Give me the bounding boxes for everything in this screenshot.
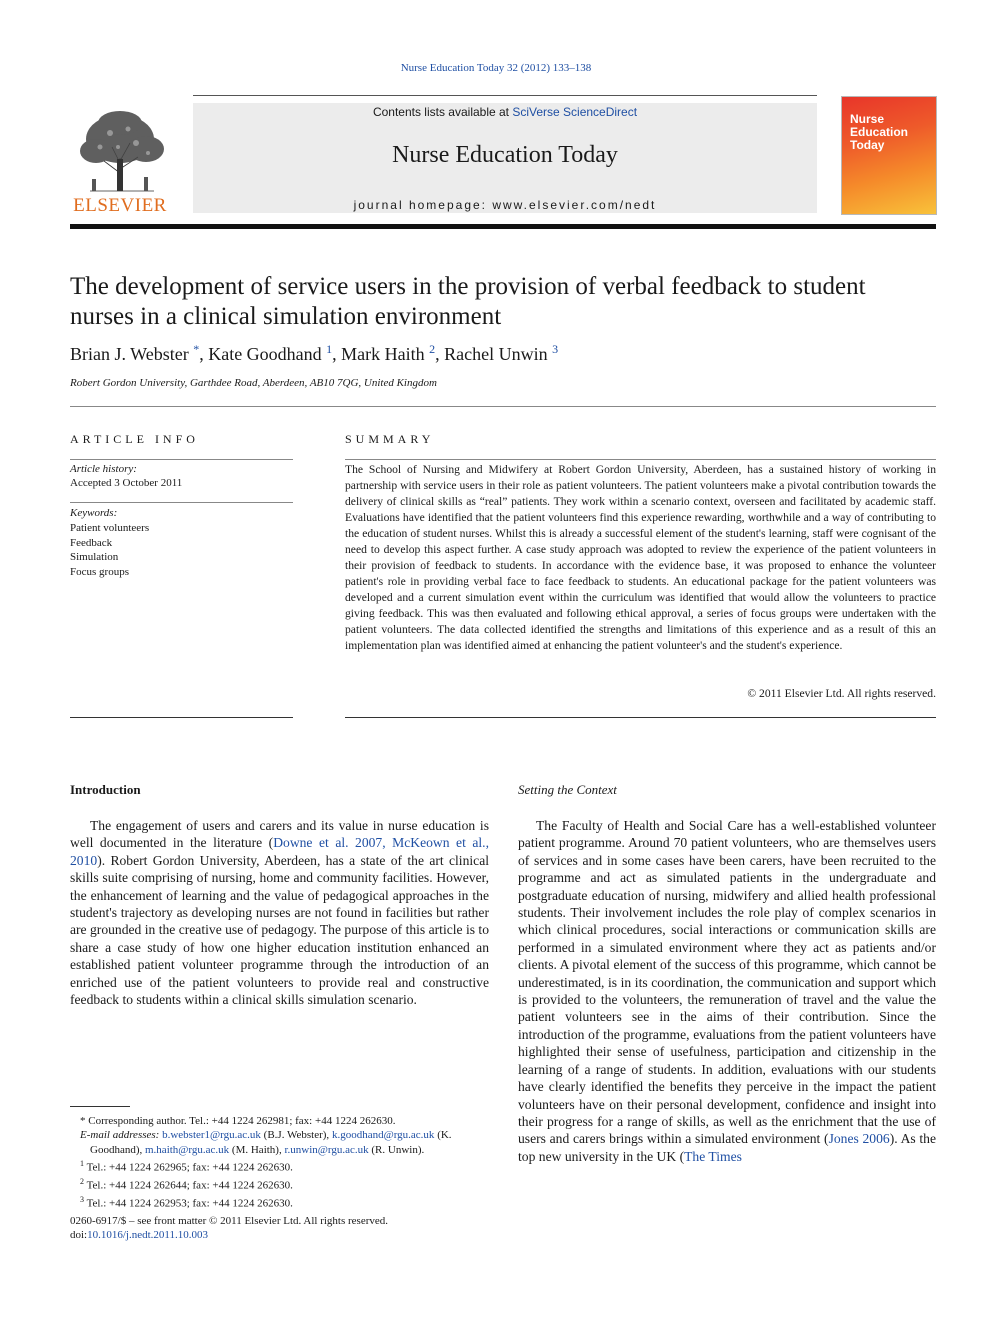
email-owner: (M. Haith), — [229, 1143, 285, 1156]
contents-line — [193, 105, 817, 119]
email-owner: (B.J. Webster), — [260, 1129, 332, 1142]
footnote-mark: 3 — [80, 1194, 84, 1204]
summary-text: The School of Nursing and Midwifery at Robert Gordon University, Aberdeen, has a sustained history of working in partnership with service users in their role as patient volunteers. The patient volunteers make a pivotal contribution towards the delivery of clinical skills as “real” patients. They work within a scenario context, overseen and facilitated by academic staff. Evaluations have identified that the patient volunteers find this experience rewarding, worthwhile and a way of contributing to the education of student nurses. Whilst this is already a successful element of the student's learning, staff were cognisant of the need to develop this aspect further. A case study approach was adopted to review the experience of the patient volunteers in their provision of feedback to students. In accordance with the evidence base, it was proposed to enhance the volunteer patient's role in providing verbal face to face feedback to students. An educational package for the patient volunteers was developed and a current simulation event within the curriculum was identified that would allow the volunteers to practice giving feedback. This was then evaluated and following ethical approval, a series of focus groups were undertaken with the patient volunteers. The data collected identified the strengths and limitations of this experience and as a result of this an implementation plan was identified aimed at enhancing the patient volunteer's and the student's experience. — [345, 463, 936, 652]
footnote-text: Tel.: +44 1224 262644; fax: +44 1224 262630. — [86, 1179, 293, 1192]
history-label: Article history: — [70, 463, 137, 475]
journal-homepage[interactable]: journal homepage: www.elsevier.com/nedt — [353, 198, 657, 212]
keyword: Simulation — [70, 551, 119, 563]
email-link[interactable]: r.unwin@rgu.ac.uk — [284, 1143, 369, 1156]
footnote — [70, 1193, 489, 1211]
elsevier-wordmark: ELSEVIER — [73, 195, 167, 216]
summary-heading: SUMMARY — [345, 432, 435, 446]
email-owner: (K. Goodhand), — [90, 1129, 452, 1156]
author-name[interactable]: Rachel Unwin — [444, 344, 548, 364]
introduction-heading: Introduction — [70, 782, 141, 797]
article-title: The development of service users in the provision of verbal feedback to student nurses in a clinical simulation environment — [70, 273, 866, 330]
divider — [70, 717, 293, 718]
journal-reference[interactable]: Nurse Education Today 32 (2012) 133–138 — [400, 62, 592, 74]
footnote-mark: * — [80, 1115, 86, 1127]
citation-link[interactable]: The Times — [684, 1148, 742, 1164]
journal-name: Nurse Education Today — [392, 142, 618, 168]
footnote-mark: 2 — [80, 1176, 84, 1186]
author-name[interactable]: Mark Haith — [341, 344, 425, 364]
citation-link[interactable]: Downe et al. 2007, McKeown et al., 2010 — [70, 835, 489, 868]
footnote-text: Tel.: +44 1224 262965; fax: +44 1224 262630. — [86, 1161, 293, 1174]
author-mark[interactable]: 1 — [326, 342, 333, 356]
header-top-rule — [193, 95, 817, 96]
doi-line — [70, 1228, 489, 1242]
author-list: Brian J. Webster *, Kate Goodhand $^1$, Mark Haith $^2$, Rachel Unwin $^3$ — [70, 342, 559, 364]
introduction-paragraph — [70, 817, 489, 1008]
author-mark[interactable]: 3 — [552, 342, 559, 356]
divider — [70, 502, 293, 503]
issn-line: 0260-6917/$ – see front matter © 2011 Elsevier Ltd. All rights reserved. — [70, 1215, 389, 1227]
text-run: The Faculty of Health and Social Care has a well-established volunteer patient programme. Around 70 patient volunteers, who are themselves users of services and in some cases have been carers, have been recruited to the programme and act as simulated patients in the undergraduate and postgraduate education of nursing, midwifery and allied health professional students. Their involvement includes the role play of complex scenarios in which clinical procedures, social interactions or communication skills are performed in a simulated environment where they act as patients and/or clients. A pivotal element of the success of this programme, which cannot be underestimated, is in its coordination, the communication and support which is provided to the volunteers, the remuneration of travel and the value the patient volunteers see in the aims of their contribution. Since the introduction of the programme, evaluations from the patient volunteers have highlighted their sense of usefulness, participation and citizenship in the learning of a range of students. In addition, evaluations with our students have clearly identified the benefits they perceive in the impact the patient volunteers have on their personal development, confidence and insight into their progress for a range of skills, as well as the enrichment that the use of users and carers brings within a simulated environment ( — [518, 818, 936, 1147]
front-matter — [70, 1214, 489, 1243]
footnote-text: Tel.: +44 1224 262953; fax: +44 1224 262630. — [86, 1197, 293, 1210]
email-note — [70, 1128, 489, 1157]
keywords-list — [70, 521, 149, 579]
history-value: Accepted 3 October 2011 — [70, 477, 183, 489]
header-thick-rule — [70, 224, 936, 229]
author-mark[interactable]: * — [193, 342, 200, 356]
corresponding-author-note — [70, 1114, 489, 1128]
citation-link[interactable]: Jones 2006 — [828, 1131, 890, 1147]
text-run: ). Robert Gordon University, Aberdeen, has a state of the art clinical skills suite comprising of nursing, home and community facilities. However, the enhancement of learning and the value of pedagogical approaches in the student's trajectory as developing nurses are not found in facilities but rather are grounded in the creative use of pedagogy. The purpose of this article is to share a case study of how one higher education institution enhanced an established patient volunteer programme through the introduction of an enriched use of the patient volunteers to provide real and constructive feedback to students within a clinical skills simulation scenario. — [70, 852, 490, 1008]
footnote-rule — [70, 1106, 130, 1107]
email-link[interactable]: k.goodhand@rgu.ac.uk — [331, 1129, 435, 1142]
email-label: E-mail addresses: — [80, 1129, 160, 1142]
context-heading: Setting the Context — [518, 782, 617, 797]
keywords-label: Keywords: — [70, 507, 118, 519]
email-link[interactable]: m.haith@rgu.ac.uk — [145, 1143, 230, 1156]
keyword: Feedback — [70, 536, 113, 549]
footnote — [70, 1175, 489, 1193]
email-link[interactable]: b.webster1@rgu.ac.uk — [162, 1129, 261, 1142]
affiliation: Robert Gordon University, Garthdee Road, Aberdeen, AB10 7QG, United Kingdom — [70, 377, 437, 389]
sciencedirect-link[interactable]: SciVerse ScienceDirect — [512, 105, 638, 119]
contents-prefix: Contents lists available at — [372, 105, 513, 119]
footnote — [70, 1157, 489, 1175]
cover-title: Nurse Education Today — [850, 112, 909, 152]
author-name[interactable]: Brian J. Webster — [70, 344, 189, 364]
keyword: Focus groups — [70, 565, 129, 578]
divider — [345, 717, 936, 718]
author-mark[interactable]: 2 — [429, 342, 436, 356]
footnotes — [70, 1114, 489, 1211]
footnote-mark: 1 — [80, 1158, 84, 1168]
divider — [70, 459, 293, 460]
footnote-text: Corresponding author. Tel.: +44 1224 262981; fax: +44 1224 262630. — [88, 1115, 396, 1127]
article-info-heading: ARTICLE INFO — [70, 432, 199, 446]
copyright-line: © 2011 Elsevier Ltd. All rights reserved. — [747, 687, 936, 700]
doi-link[interactable]: 10.1016/j.nedt.2011.10.003 — [87, 1229, 209, 1242]
divider — [70, 406, 936, 407]
text-run: ). As the top new university in the UK ( — [518, 1131, 937, 1164]
divider — [345, 459, 936, 460]
doi-label: doi: — [70, 1229, 88, 1242]
author-name[interactable]: Kate Goodhand — [208, 344, 322, 364]
journal-cover-thumbnail[interactable] — [841, 96, 937, 215]
context-paragraph — [518, 817, 936, 1165]
email-owner: (R. Unwin). — [368, 1143, 425, 1156]
keyword: Patient volunteers — [70, 522, 150, 534]
text-run: The engagement of users and carers and its value in nurse education is well documented in the literature ( — [70, 818, 489, 851]
